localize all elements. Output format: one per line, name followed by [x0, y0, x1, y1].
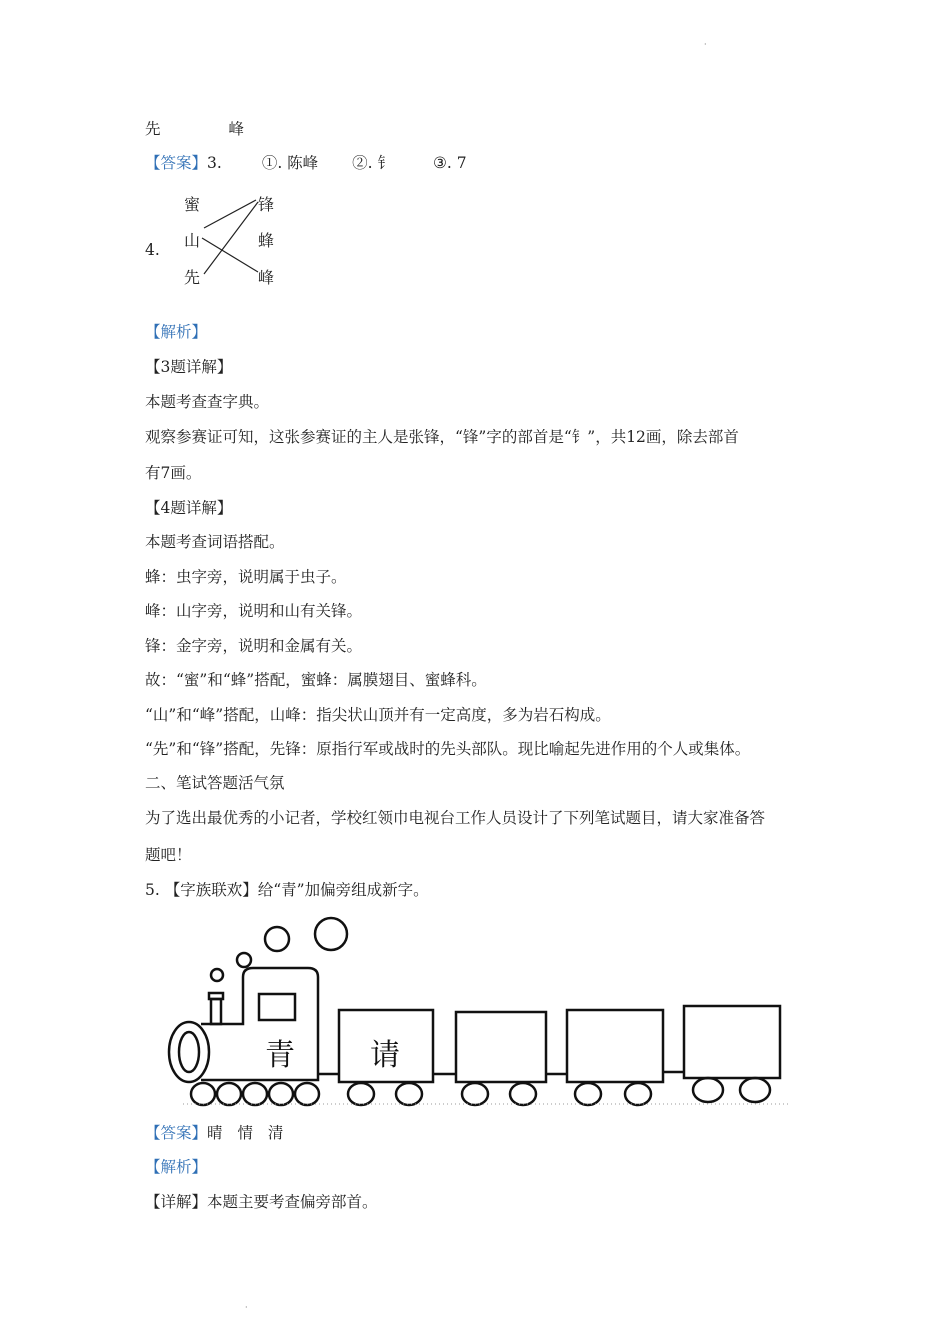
prev-right-char: 峰 — [228, 120, 245, 138]
prev-match-row — [145, 119, 244, 139]
answer-5 — [145, 1123, 283, 1143]
detail3-p2b: 有7画。 — [145, 464, 202, 482]
analysis-5-tag: 【解析】 — [145, 1158, 208, 1176]
detail3-p2a: 观察参赛证可知，这张参赛证的主人是张锋，“锋”字的部首是“钅”，共12画，除去部首 — [145, 428, 739, 446]
match-right-1: 锋 — [258, 195, 275, 214]
wheel — [269, 1083, 293, 1105]
answer-3-part1: ①. 陈峰 — [261, 154, 319, 172]
answer-3 — [145, 153, 467, 173]
car-2 — [456, 1012, 546, 1082]
smoke-large — [315, 918, 347, 950]
section-2-title: 二、笔试答题活气氛 — [145, 774, 285, 792]
wheel — [740, 1078, 770, 1102]
car-1-character: 请 — [370, 1038, 400, 1073]
match-left-1: 蜜 — [184, 195, 201, 214]
wheel — [217, 1083, 241, 1105]
smoke-small — [237, 953, 251, 967]
detail4-p1: 本题考查词语搭配。 — [145, 533, 285, 551]
match-right-2: 蜂 — [258, 231, 275, 250]
car-3 — [567, 1010, 663, 1082]
detail4-title: 【4题详解】 — [145, 499, 233, 517]
detail4-p5: 故：“蜜”和“蜂”搭配，蜜蜂：属膜翅目、蜜蜂科。 — [145, 671, 487, 689]
line-mi-feng — [204, 200, 256, 228]
line-shan-feng — [202, 238, 258, 272]
section-2-intro-a: 为了选出最优秀的小记者，学校红领巾电视台工作人员设计了下列笔试题目，请大家准备答 — [145, 809, 766, 827]
smoke-medium — [265, 927, 289, 951]
detail4-p4: 锋：金字旁，说明和金属有关。 — [145, 637, 363, 655]
wheel — [575, 1083, 601, 1105]
detail-5-text: 本题主要考查偏旁部首。 — [207, 1193, 378, 1211]
answer-5-text: 晴 情 清 — [207, 1124, 284, 1142]
match-right-3: 峰 — [258, 268, 275, 287]
engine-window — [259, 994, 295, 1020]
detail4-p7: “先”和“锋”搭配，先锋：原指行军或战时的先头部队。现比喻起先进作用的个人或集体。 — [145, 740, 751, 758]
wheel — [693, 1078, 723, 1102]
match-left-2: 山 — [184, 231, 201, 250]
header-dot: · — [704, 40, 707, 49]
footer-dot: · — [245, 1303, 248, 1312]
detail4-p2: 蜂：虫字旁，说明属于虫子。 — [145, 568, 347, 586]
car-4 — [684, 1006, 780, 1078]
engine-character: 青 — [265, 1038, 295, 1073]
wheel — [243, 1083, 267, 1105]
engine-body — [201, 968, 318, 1080]
train-illustration — [163, 912, 793, 1110]
wheel — [510, 1083, 536, 1105]
detail4-p6: “山”和“峰”搭配，山峰：指尖状山顶并有一定高度，多为岩石构成。 — [145, 706, 611, 724]
wheel — [191, 1083, 215, 1105]
detail-5 — [145, 1192, 378, 1212]
wheel — [625, 1083, 651, 1105]
wheel — [396, 1083, 422, 1105]
analysis-tag: 【解析】 — [145, 323, 208, 341]
answer-5-tag: 【答案】 — [145, 1124, 208, 1142]
smoke-tiny — [211, 969, 223, 981]
detail3-p1: 本题考查查字典。 — [145, 393, 270, 411]
boiler-inner — [179, 1032, 199, 1072]
prev-left-char: 先 — [145, 120, 161, 138]
answer-3-part2: ②. 钅 — [352, 154, 394, 172]
matching-diagram — [178, 188, 288, 288]
q5-text: 5. 【字族联欢】给“青”加偏旁组成新字。 — [145, 881, 429, 899]
q4-number: 4. — [145, 241, 160, 259]
wheel — [348, 1083, 374, 1105]
answer-3-number: 3. — [207, 154, 222, 172]
wheel — [462, 1083, 488, 1105]
chimney — [211, 999, 221, 1024]
train-drawing — [163, 912, 793, 1110]
section-2-intro-b: 题吧！ — [145, 846, 192, 864]
match-left-3: 先 — [184, 268, 201, 287]
matching-lines — [178, 188, 288, 288]
detail4-p3: 峰：山字旁，说明和山有关锋。 — [145, 602, 363, 620]
detail3-title: 【3题详解】 — [145, 358, 233, 376]
wheel — [295, 1083, 319, 1105]
answer-tag: 【答案】 — [145, 154, 208, 172]
detail-5-tag: 【详解】 — [145, 1193, 208, 1211]
answer-3-part3: ③. 7 — [433, 154, 467, 172]
